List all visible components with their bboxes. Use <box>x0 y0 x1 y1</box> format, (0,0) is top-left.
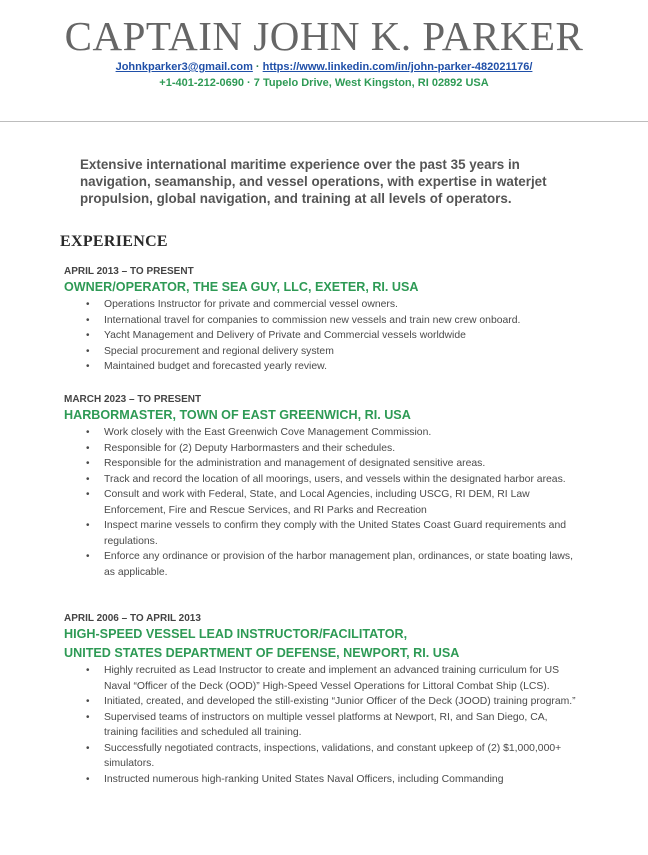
job-bullet: • Initiated, created, and developed the still-existing “Junior Officer of the Deck (JOOD) training program.” <box>64 694 584 710</box>
job-bullet: • Successfully negotiated contracts, inspections, validations, and constant upkeep of (2) $1,000,000+ simulators. <box>64 741 584 772</box>
job-entry <box>64 393 584 580</box>
job-bullet: • Inspect marine vessels to confirm they comply with the United States Coast Guard requirements and regulations. <box>64 518 584 549</box>
job-entry <box>64 612 584 787</box>
job-bullet: • Responsible for (2) Deputy Harbormasters and their schedules. <box>64 441 584 457</box>
job-bullet: • Responsible for the administration and management of designated sensitive areas. <box>64 456 584 472</box>
job-bullet: • Yacht Management and Delivery of Private and Commercial vessels worldwide <box>64 328 584 344</box>
job-bullet: • Work closely with the East Greenwich Cove Management Commission. <box>64 425 584 441</box>
professional-summary: Extensive international maritime experience over the past 35 years in navigation, seamanship, and vessel operations, with expertise in waterjet propulsion, global navigation, and training at all levels of operators. <box>80 157 547 206</box>
contact-line-links <box>0 60 648 74</box>
job-dates: APRIL 2013 – TO PRESENT <box>64 266 194 277</box>
job-bullet: • International travel for companies to commission new vessels and train new crew onboard. <box>64 313 584 329</box>
job-bullet-list <box>64 425 584 580</box>
job-bullet: • Highly recruited as Lead Instructor to create and implement an advanced training curriculum for US Naval “Officer of the Deck (OOD)” High-Speed Vessel Operations for Littoral Combat Ship (LCS). <box>64 663 584 694</box>
job-dates: MARCH 2023 – TO PRESENT <box>64 394 202 405</box>
job-bullet: • Track and record the location of all moorings, users, and vessels within the designated harbor areas. <box>64 472 584 488</box>
contact-separator: · <box>252 61 263 73</box>
job-dates: APRIL 2006 – TO APRIL 2013 <box>64 613 201 624</box>
job-bullet: • Supervised teams of instructors on multiple vessel platforms at Newport, RI, and San Diego, CA, training facilities and scheduled all training. <box>64 710 584 741</box>
job-title-line-2: UNITED STATES DEPARTMENT OF DEFENSE, NEWPORT, RI. USA <box>64 646 460 660</box>
job-bullet-list <box>64 297 584 375</box>
job-bullet: • Operations Instructor for private and commercial vessel owners. <box>64 297 584 313</box>
candidate-name: CAPTAIN JOHN K. PARKER <box>64 13 584 59</box>
job-title: HARBORMASTER, TOWN OF EAST GREENWICH, RI. USA <box>64 408 411 422</box>
contact-line-phone-address: +1-401-212-0690 · 7 Tupelo Drive, West Kingston, RI 02892 USA <box>159 77 489 89</box>
header-divider <box>0 121 648 122</box>
job-bullet: • Enforce any ordinance or provision of the harbor management plan, ordinances, or state boating laws, as applicable. <box>64 549 584 580</box>
email-link[interactable]: Johnkparker3@gmail.com <box>115 61 253 73</box>
job-entry <box>64 265 584 375</box>
job-title: HIGH-SPEED VESSEL LEAD INSTRUCTOR/FACILITATOR, <box>64 627 408 641</box>
job-bullet: • Instructed numerous high-ranking United States Naval Officers, including Commanding <box>64 772 584 788</box>
experience-heading: EXPERIENCE <box>60 233 168 250</box>
linkedin-link[interactable]: https://www.linkedin.com/in/john-parker-482021176/ <box>262 61 533 73</box>
job-bullet: • Special procurement and regional delivery system <box>64 344 584 360</box>
job-bullet: • Consult and work with Federal, State, and Local Agencies, including USCG, RI DEM, RI Law Enforcement, Fire and Rescue Services, and RI Parks and Recreation <box>64 487 584 518</box>
job-bullet: • Maintained budget and forecasted yearly review. <box>64 359 584 375</box>
job-bullet-list <box>64 663 584 787</box>
job-title: OWNER/OPERATOR, THE SEA GUY, LLC, EXETER, RI. USA <box>64 280 419 294</box>
